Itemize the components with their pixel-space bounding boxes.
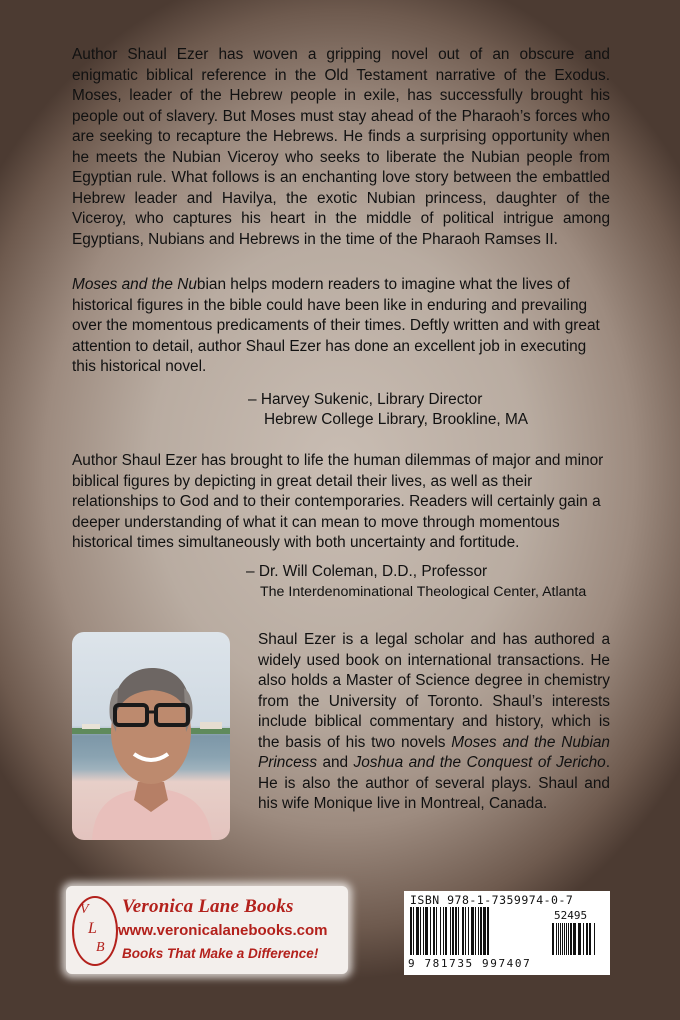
reviewer-name-1: – Harvey Sukenic, Library Director — [248, 391, 483, 408]
reviewer-affiliation-2: The Interdenominational Theological Center, Atlanta — [260, 584, 587, 600]
publisher-logo-icon — [72, 896, 118, 966]
bio-novel-1: Moses and the Nubian Princess — [258, 733, 610, 771]
logo-letter-v: V — [80, 902, 89, 917]
author-portrait-illustration — [72, 632, 230, 840]
description-paragraph — [72, 45, 610, 250]
book-title-italic: Moses and the Nu — [72, 276, 197, 293]
publisher-tagline: Books That Make a Difference! — [122, 946, 319, 961]
logo-letter-b: B — [96, 940, 105, 955]
bio-part-3: . He is also the author of several plays. Shaul and his wife Monique live in Montreal, Canada. — [258, 754, 610, 812]
publisher-block — [66, 886, 348, 974]
bio-novel-2: Joshua and the Conquest of Jericho — [353, 754, 606, 771]
isbn-text: ISBN 978-1-7359974-0-7 — [410, 893, 574, 907]
description-text: Author Shaul Ezer has woven a gripping novel out of an obscure and enigmatic biblical reference in the Old Testament narrative of the Exodus. Moses, leader of the Hebrew people in exile, has successfully brought his people out of slavery. But Moses must stay ahead of the Pharaoh’s forces who are seeking to recapture the Hebrews. He finds a surprising opportunity when he meets the Nubian Viceroy who seeks to liberate the Nubian people from Egyptian rule. What follows is an enchanting love story between the embattled Hebrew leader and Havilya, the exotic Nubian princess, daughter of the Viceroy, who captures his heart in the middle of political intrigue among Egyptians, Nubians and Hebrews in the time of the Pharaoh Ramses II. — [72, 46, 610, 248]
review-text-2: Author Shaul Ezer has brought to life the human dilemmas of major and minor biblical figures by depicting in great detail their lives, as well as their relationships to God and to their contemporaries. Readers will certainly gain a deeper understanding of what it can mean to move through momentous historical times simultaneously with both uncertainty and fortitude. — [72, 452, 604, 551]
barcode-ean-digits: 9 781735 997407 — [408, 957, 532, 970]
review-attribution-1 — [248, 390, 528, 430]
publisher-name: Veronica Lane Books — [122, 896, 294, 917]
author-bio-text — [258, 630, 610, 815]
reviewer-affiliation-1: Hebrew College Library, Brookline, MA — [264, 411, 529, 428]
logo-letter-l: L — [88, 920, 97, 937]
book-title-rest: bian — [196, 276, 227, 293]
review-text-1 — [72, 275, 610, 378]
reviewer-name-2: – Dr. Will Coleman, D.D., Professor — [246, 563, 488, 580]
review-body-1: helps modern readers to imagine what the lives of historical figures in the bible could have been like in enduring and prevailing over the momentous predicaments of their times. Deftly written and with great attention to detail, author Shaul Ezer has done an excellent job in executing this historical novel. — [72, 276, 600, 375]
author-bio — [258, 630, 610, 815]
review-paragraph-1 — [72, 275, 610, 378]
bio-part-2: and — [317, 754, 354, 771]
isbn-barcode — [404, 891, 610, 975]
review-paragraph-2 — [72, 451, 610, 554]
review-attribution-2 — [246, 562, 586, 602]
author-photo — [72, 632, 230, 840]
publisher-url[interactable]: www.veronicalanebooks.com — [118, 922, 328, 939]
barcode-addon-digits: 52495 — [554, 909, 588, 922]
bio-part-1: Shaul Ezer is a legal scholar and has authored a widely used book on international transactions. He also holds a Master of Science degree in chemistry from the University of Toronto. Shaul’s interests include biblical commentary and history, which is the basis of his two novels — [258, 631, 610, 751]
